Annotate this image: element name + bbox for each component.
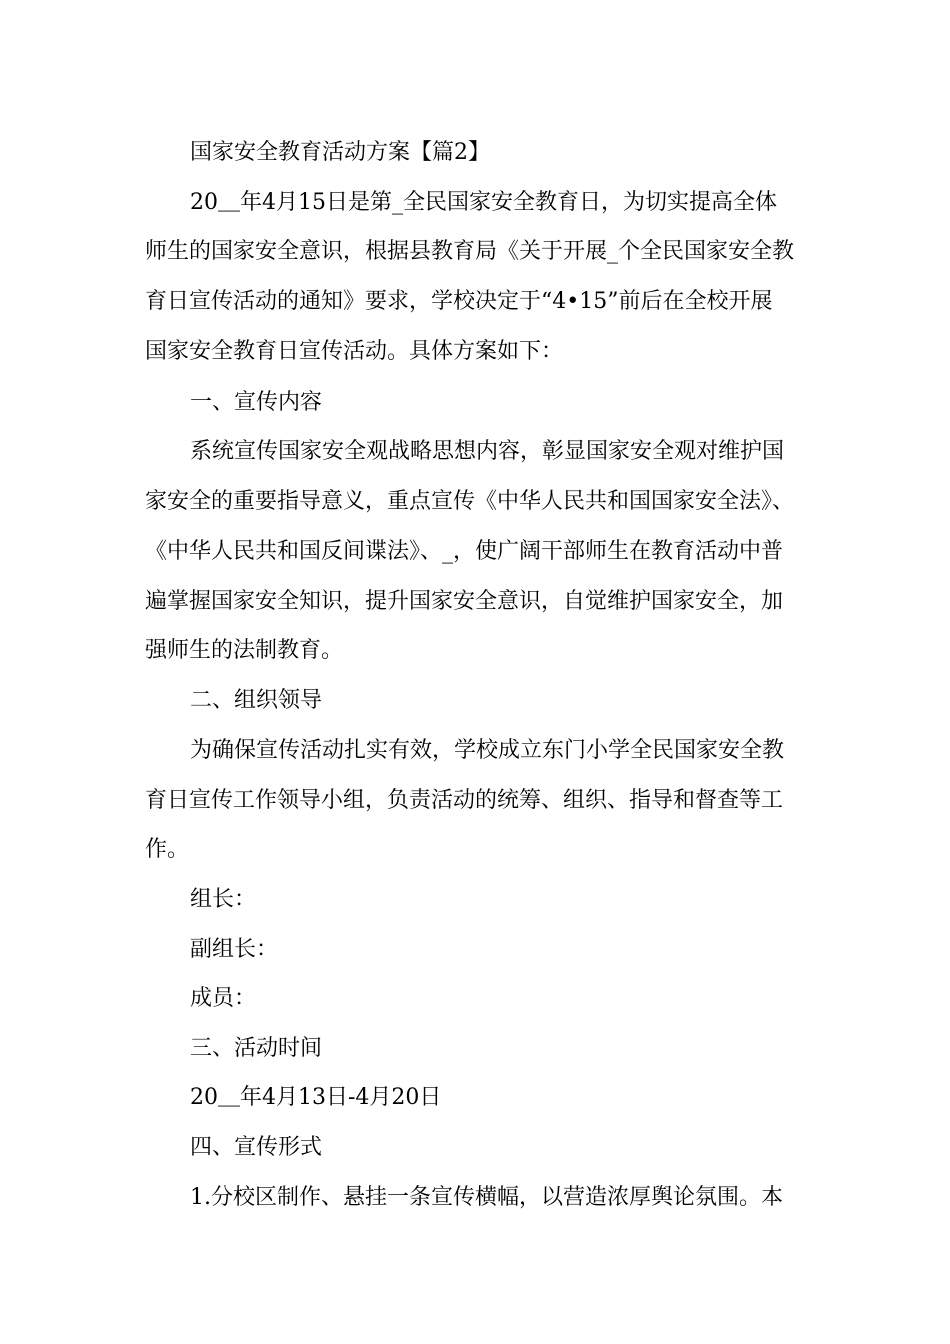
deputy-leader-label: 副组长： (190, 937, 279, 962)
members-label: 成员： (190, 986, 257, 1011)
paragraph-line: 1.分校区制作、悬挂一条宣传横幅，以营造浓厚舆论氛围。本 (190, 1185, 783, 1210)
paragraph-line: 师生的国家安全意识，根据县教育局《关于开展_个全民国家安全教 (145, 239, 795, 264)
paragraph-line: 为确保宣传活动扎实有效，学校成立东门小学全民国家安全教 (190, 738, 785, 763)
section-heading: 一、宣传内容 (190, 390, 323, 415)
section-heading: 三、活动时间 (190, 1036, 323, 1061)
section-heading: 四、宣传形式 (190, 1135, 323, 1160)
paragraph-line: 育日宣传工作领导小组，负责活动的统筹、组织、指导和督查等工 (145, 788, 784, 813)
document-title: 国家安全教育活动方案【篇2】 (190, 140, 490, 165)
paragraph-line: 家安全的重要指导意义，重点宣传《中华人民共和国国家安全法》、 (145, 489, 795, 514)
leader-label: 组长： (190, 887, 257, 912)
paragraph-line: 20＿年4月15日是第_全民国家安全教育日，为切实提高全体 (190, 190, 777, 215)
section-heading: 二、组织领导 (190, 688, 323, 713)
paragraph-line: 强师生的法制教育。 (145, 638, 344, 663)
paragraph-line: 育日宣传活动的通知》要求，学校决定于“4•15”前后在全校开展 (145, 289, 773, 314)
paragraph-line: 系统宣传国家安全观战略思想内容，彰显国家安全观对维护国 (190, 439, 785, 464)
paragraph-line: 《中华人民共和国反间谍法》、_，使广阔干部师生在教育活动中普 (145, 539, 784, 564)
paragraph-line: 作。 (145, 837, 190, 862)
activity-date-range: 20＿年4月13日-4月20日 (190, 1085, 442, 1110)
paragraph-line: 遍掌握国家安全知识，提升国家安全意识，自觉维护国家安全，加 (145, 589, 784, 614)
paragraph-line: 国家安全教育日宣传活动。具体方案如下： (145, 339, 564, 364)
